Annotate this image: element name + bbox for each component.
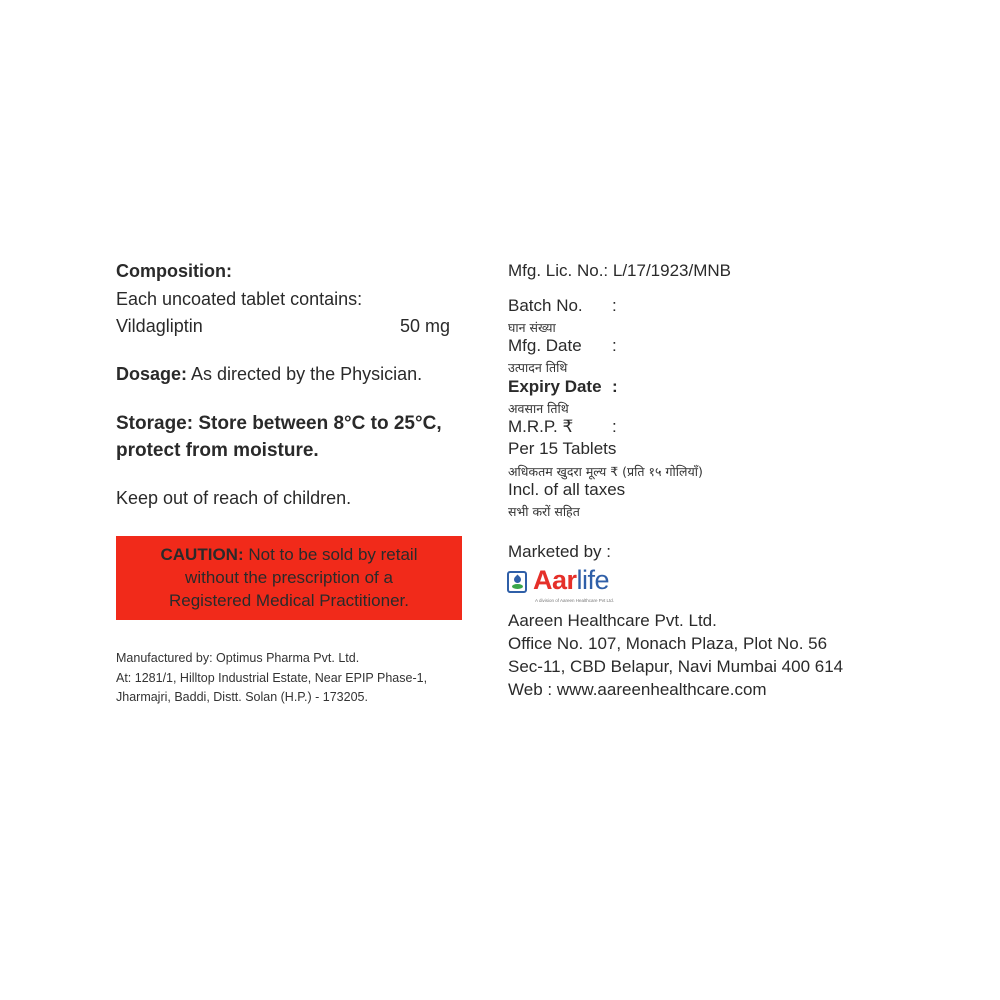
dosage-text: As directed by the Physician.	[191, 364, 423, 384]
aarlife-logo-icon	[507, 571, 527, 593]
expiry-date-label: Expiry Date	[508, 377, 602, 396]
mfg-date-label: Mfg. Date	[508, 336, 582, 355]
batch-no-hindi: घान संख्या	[508, 320, 556, 335]
aarlife-logo	[507, 565, 637, 605]
address-line2: Sec-11, CBD Belapur, Navi Mumbai 400 614	[508, 657, 844, 676]
caution-line3: Registered Medical Practitioner.	[168, 591, 409, 610]
web-address: Web : www.aareenhealthcare.com	[508, 680, 767, 699]
batch-no-label: Batch No.	[508, 296, 583, 315]
mrp-colon: :	[612, 417, 617, 436]
caution-box	[116, 536, 462, 620]
batch-no-colon: :	[612, 296, 617, 315]
manufacturer-line2: At: 1281/1, Hilltop Industrial Estate, Near EPIP Phase-1,	[116, 671, 428, 685]
caution-line2: without the prescription of a	[185, 568, 393, 587]
ingredient-dose: 50 mg	[400, 316, 451, 336]
mfg-date-colon: :	[612, 336, 617, 355]
mrp-hindi: अधिकतम खुदरा मूल्य ₹ (प्रति १५ गोलियाँ)	[508, 464, 703, 479]
dosage-line	[116, 364, 422, 385]
mfg-license: Mfg. Lic. No.: L/17/1923/MNB	[508, 261, 731, 280]
caution-label: CAUTION:	[160, 545, 244, 564]
caution-line1	[116, 543, 462, 566]
mfg-date-hindi: उत्पादन तिथि	[508, 360, 568, 375]
address-line1: Office No. 107, Monach Plaza, Plot No. 56	[508, 634, 828, 653]
keep-out-text: Keep out of reach of children.	[116, 488, 352, 508]
dosage-label: Dosage:	[116, 364, 188, 384]
company-name: Aareen Healthcare Pvt. Ltd.	[508, 611, 717, 630]
storage-line1: Storage: Store between 8°C to 25°C,	[116, 413, 442, 434]
ingredient-name: Vildagliptin	[116, 316, 203, 336]
manufacturer-line1: Manufactured by: Optimus Pharma Pvt. Ltd.	[116, 651, 360, 665]
composition-heading: Composition:	[116, 261, 232, 281]
aarlife-logo-subtitle: A division of Aareen Healthcare Pvt Ltd.	[535, 598, 615, 603]
caution-text1: Not to be sold by retail	[248, 545, 418, 564]
expiry-date-colon: :	[612, 377, 618, 396]
incl-taxes: Incl. of all taxes	[508, 480, 626, 499]
storage-line2: protect from moisture.	[116, 440, 319, 461]
incl-taxes-hindi: सभी करों सहित	[508, 504, 580, 519]
composition-line: Each uncoated tablet contains:	[116, 289, 363, 309]
aarlife-logo-text: Aarlife	[533, 565, 610, 595]
per-tablets: Per 15 Tablets	[508, 439, 617, 458]
expiry-date-hindi: अवसान तिथि	[508, 401, 569, 416]
manufacturer-line3: Jharmajri, Baddi, Distt. Solan (H.P.) - 173205.	[116, 690, 368, 704]
marketed-by: Marketed by :	[508, 542, 611, 561]
mrp-label: M.R.P. ₹	[508, 417, 574, 436]
